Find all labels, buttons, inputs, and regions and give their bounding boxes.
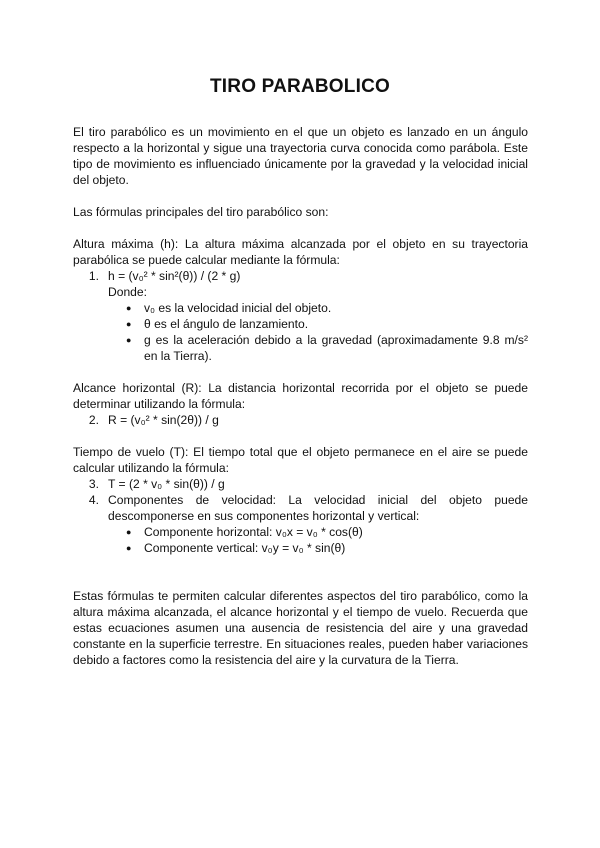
- formulas-intro: Las fórmulas principales del tiro parabólico son:: [73, 205, 329, 219]
- bullet-icon: ●: [126, 543, 132, 553]
- list-item: ● θ es el ángulo de lanzamiento.: [126, 317, 309, 331]
- intro-paragraph: El tiro parabólico es un movimiento en el que un objeto es lanzado en un ángulo respecto a la horizontal y sigue una trayectoria curva conocida como parábola. Este tipo de movimiento es influenciado únicamente por la gravedad y la velocidad inicial del objeto.: [73, 125, 528, 187]
- conclusion-paragraph: Estas fórmulas te permiten calcular diferentes aspectos del tiro parabólico, como la altura máxima alcanzada, el alcance horizontal y el tiempo de vuelo. Recuerda que estas ecuaciones asumen una ausencia de resistencia del aire y una gravedad constante en la superficie terrestre. En situaciones reales, pueden haber variaciones debido a factores como la resistencia del aire y la curvatura de la Tierra.: [73, 589, 528, 667]
- donde-label: Donde:: [108, 285, 147, 299]
- bullet-icon: ●: [126, 303, 132, 313]
- bullet-icon: ●: [126, 319, 132, 329]
- bullet-icon: ●: [126, 527, 132, 537]
- item-number: 1.: [88, 269, 99, 283]
- numbered-item-2: [73, 412, 528, 428]
- item-number: 2.: [88, 413, 99, 427]
- tiempo-paragraph: Tiempo de vuelo (T): El tiempo total que el objeto permanece en el aire se puede calcular utilizando la fórmula:: [73, 445, 528, 475]
- list-item: ● g es la aceleración debido a la gravedad (aproximadamente 9.8 m/s² en la Tierra).: [126, 333, 528, 363]
- bullet-icon: ●: [126, 335, 132, 345]
- altura-formula: h = (v₀² * sin²(θ)) / (2 * g): [108, 269, 241, 283]
- alcance-formula: R = (v₀² * sin(2θ)) / g: [108, 413, 219, 427]
- altura-paragraph: Altura máxima (h): La altura máxima alcanzada por el objeto en su trayectoria parabólica se puede calcular mediante la fórmula:: [73, 237, 528, 267]
- tiempo-formula: T = (2 * v₀ * sin(θ)) / g: [108, 477, 225, 491]
- list-item: ● Componente vertical: v₀y = v₀ * sin(θ): [126, 541, 346, 555]
- alcance-paragraph: Alcance horizontal (R): La distancia horizontal recorrida por el objeto se puede determinar utilizando la fórmula:: [73, 381, 528, 411]
- numbered-item-1: [73, 268, 528, 284]
- componentes-text: Componentes de velocidad: La velocidad inicial del objeto puede descomponerse en sus componentes horizontal y vertical:: [108, 493, 528, 523]
- list-item: ● Componente horizontal: v₀x = v₀ * cos(θ): [126, 525, 363, 539]
- item-number: 4.: [88, 493, 99, 507]
- document-body: [73, 124, 528, 668]
- numbered-item-3: [73, 476, 528, 492]
- item-number: 3.: [88, 477, 99, 491]
- numbered-item-4: [73, 492, 528, 524]
- list-item: ● v₀ es la velocidad inicial del objeto.: [126, 301, 332, 315]
- page-title: TIRO PARABOLICO: [210, 76, 390, 97]
